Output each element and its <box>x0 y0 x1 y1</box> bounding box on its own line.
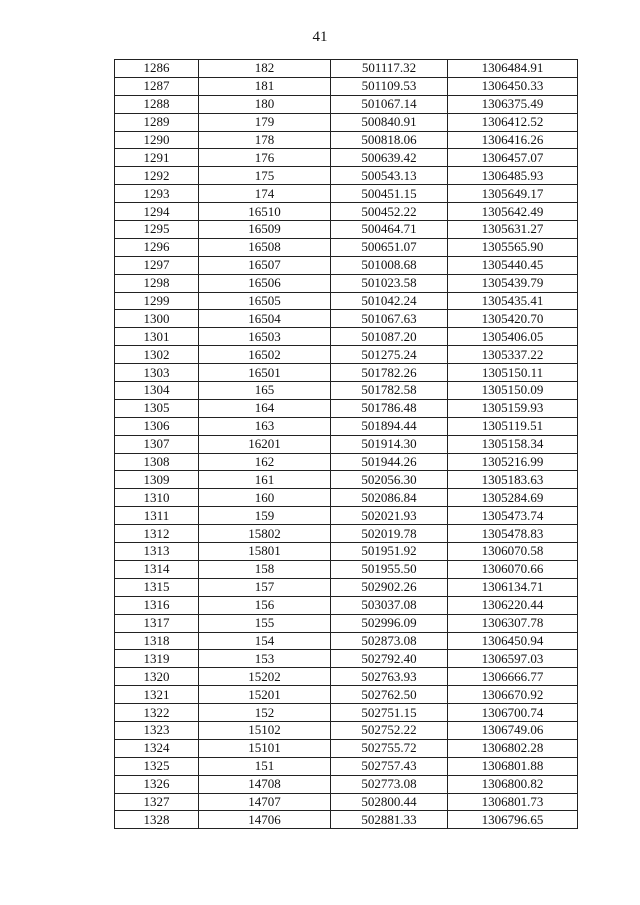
row-index-cell: 1321 <box>115 686 199 704</box>
row-index-cell: 1308 <box>115 453 199 471</box>
y-coordinate-cell: 1306670.92 <box>448 686 578 704</box>
point-id-cell: 16504 <box>199 310 331 328</box>
row-index-cell: 1299 <box>115 292 199 310</box>
y-coordinate-cell: 1306457.07 <box>448 149 578 167</box>
point-id-cell: 15201 <box>199 686 331 704</box>
row-index-cell: 1298 <box>115 274 199 292</box>
x-coordinate-cell: 503037.08 <box>331 596 448 614</box>
point-id-cell: 15102 <box>199 721 331 739</box>
row-index-cell: 1295 <box>115 221 199 239</box>
x-coordinate-cell: 501087.20 <box>331 328 448 346</box>
x-coordinate-cell: 501067.14 <box>331 95 448 113</box>
y-coordinate-cell: 1306450.33 <box>448 77 578 95</box>
x-coordinate-cell: 502800.44 <box>331 793 448 811</box>
table-row <box>115 507 578 525</box>
table-row <box>115 704 578 722</box>
x-coordinate-cell: 502019.78 <box>331 525 448 543</box>
table-row <box>115 739 578 757</box>
point-id-cell: 16507 <box>199 256 331 274</box>
point-id-cell: 161 <box>199 471 331 489</box>
table-row <box>115 149 578 167</box>
row-index-cell: 1315 <box>115 578 199 596</box>
x-coordinate-cell: 502755.72 <box>331 739 448 757</box>
x-coordinate-cell: 502881.33 <box>331 811 448 829</box>
row-index-cell: 1325 <box>115 757 199 775</box>
y-coordinate-cell: 1306801.73 <box>448 793 578 811</box>
table-row <box>115 668 578 686</box>
x-coordinate-cell: 502763.93 <box>331 668 448 686</box>
y-coordinate-cell: 1306307.78 <box>448 614 578 632</box>
x-coordinate-cell: 500639.42 <box>331 149 448 167</box>
point-id-cell: 155 <box>199 614 331 632</box>
page-number: 41 <box>312 29 328 45</box>
x-coordinate-cell: 500464.71 <box>331 221 448 239</box>
row-index-cell: 1307 <box>115 435 199 453</box>
row-index-cell: 1328 <box>115 811 199 829</box>
x-coordinate-cell: 501023.58 <box>331 274 448 292</box>
x-coordinate-cell: 501914.30 <box>331 435 448 453</box>
table-row <box>115 632 578 650</box>
y-coordinate-cell: 1305440.45 <box>448 256 578 274</box>
x-coordinate-cell: 501109.53 <box>331 77 448 95</box>
row-index-cell: 1300 <box>115 310 199 328</box>
table-row <box>115 417 578 435</box>
x-coordinate-cell: 500840.91 <box>331 113 448 131</box>
y-coordinate-cell: 1305478.83 <box>448 525 578 543</box>
coordinates-table-body <box>115 60 578 829</box>
point-id-cell: 15202 <box>199 668 331 686</box>
row-index-cell: 1324 <box>115 739 199 757</box>
y-coordinate-cell: 1305439.79 <box>448 274 578 292</box>
row-index-cell: 1320 <box>115 668 199 686</box>
row-index-cell: 1287 <box>115 77 199 95</box>
row-index-cell: 1306 <box>115 417 199 435</box>
y-coordinate-cell: 1306802.28 <box>448 739 578 757</box>
row-index-cell: 1303 <box>115 364 199 382</box>
point-id-cell: 15802 <box>199 525 331 543</box>
row-index-cell: 1294 <box>115 203 199 221</box>
row-index-cell: 1327 <box>115 793 199 811</box>
table-row <box>115 95 578 113</box>
y-coordinate-cell: 1306796.65 <box>448 811 578 829</box>
row-index-cell: 1291 <box>115 149 199 167</box>
y-coordinate-cell: 1306134.71 <box>448 578 578 596</box>
x-coordinate-cell: 501786.48 <box>331 399 448 417</box>
row-index-cell: 1317 <box>115 614 199 632</box>
point-id-cell: 152 <box>199 704 331 722</box>
y-coordinate-cell: 1305473.74 <box>448 507 578 525</box>
row-index-cell: 1289 <box>115 113 199 131</box>
table-row <box>115 256 578 274</box>
x-coordinate-cell: 501955.50 <box>331 560 448 578</box>
table-row <box>115 775 578 793</box>
table-row <box>115 399 578 417</box>
y-coordinate-cell: 1306375.49 <box>448 95 578 113</box>
y-coordinate-cell: 1305631.27 <box>448 221 578 239</box>
x-coordinate-cell: 502873.08 <box>331 632 448 650</box>
table-row <box>115 560 578 578</box>
y-coordinate-cell: 1306801.88 <box>448 757 578 775</box>
x-coordinate-cell: 500543.13 <box>331 167 448 185</box>
y-coordinate-cell: 1306220.44 <box>448 596 578 614</box>
x-coordinate-cell: 501944.26 <box>331 453 448 471</box>
table-row <box>115 650 578 668</box>
x-coordinate-cell: 502996.09 <box>331 614 448 632</box>
y-coordinate-cell: 1306070.58 <box>448 543 578 561</box>
x-coordinate-cell: 501782.26 <box>331 364 448 382</box>
row-index-cell: 1319 <box>115 650 199 668</box>
x-coordinate-cell: 502762.50 <box>331 686 448 704</box>
y-coordinate-cell: 1305159.93 <box>448 399 578 417</box>
x-coordinate-cell: 501008.68 <box>331 256 448 274</box>
y-coordinate-cell: 1306070.66 <box>448 560 578 578</box>
point-id-cell: 16508 <box>199 238 331 256</box>
x-coordinate-cell: 500651.07 <box>331 238 448 256</box>
row-index-cell: 1297 <box>115 256 199 274</box>
table-row <box>115 221 578 239</box>
point-id-cell: 16201 <box>199 435 331 453</box>
point-id-cell: 178 <box>199 131 331 149</box>
point-id-cell: 14708 <box>199 775 331 793</box>
row-index-cell: 1293 <box>115 185 199 203</box>
point-id-cell: 182 <box>199 60 331 78</box>
row-index-cell: 1304 <box>115 382 199 400</box>
point-id-cell: 16503 <box>199 328 331 346</box>
row-index-cell: 1309 <box>115 471 199 489</box>
row-index-cell: 1292 <box>115 167 199 185</box>
y-coordinate-cell: 1305565.90 <box>448 238 578 256</box>
table-row <box>115 614 578 632</box>
row-index-cell: 1311 <box>115 507 199 525</box>
point-id-cell: 14706 <box>199 811 331 829</box>
table-row <box>115 721 578 739</box>
point-id-cell: 163 <box>199 417 331 435</box>
x-coordinate-cell: 501782.58 <box>331 382 448 400</box>
x-coordinate-cell: 500451.15 <box>331 185 448 203</box>
point-id-cell: 14707 <box>199 793 331 811</box>
table-row <box>115 185 578 203</box>
table-row <box>115 274 578 292</box>
x-coordinate-cell: 501894.44 <box>331 417 448 435</box>
point-id-cell: 157 <box>199 578 331 596</box>
table-row <box>115 328 578 346</box>
y-coordinate-cell: 1305420.70 <box>448 310 578 328</box>
y-coordinate-cell: 1305183.63 <box>448 471 578 489</box>
table-row <box>115 686 578 704</box>
row-index-cell: 1323 <box>115 721 199 739</box>
y-coordinate-cell: 1305158.34 <box>448 435 578 453</box>
y-coordinate-cell: 1305216.99 <box>448 453 578 471</box>
table-row <box>115 310 578 328</box>
x-coordinate-cell: 502752.22 <box>331 721 448 739</box>
y-coordinate-cell: 1305119.51 <box>448 417 578 435</box>
point-id-cell: 16506 <box>199 274 331 292</box>
row-index-cell: 1326 <box>115 775 199 793</box>
y-coordinate-cell: 1306749.06 <box>448 721 578 739</box>
table-row <box>115 131 578 149</box>
row-index-cell: 1296 <box>115 238 199 256</box>
table-row <box>115 203 578 221</box>
table-row <box>115 596 578 614</box>
x-coordinate-cell: 501117.32 <box>331 60 448 78</box>
x-coordinate-cell: 502792.40 <box>331 650 448 668</box>
point-id-cell: 15801 <box>199 543 331 561</box>
x-coordinate-cell: 501042.24 <box>331 292 448 310</box>
y-coordinate-cell: 1306700.74 <box>448 704 578 722</box>
table-row <box>115 346 578 364</box>
point-id-cell: 175 <box>199 167 331 185</box>
table-row <box>115 757 578 775</box>
y-coordinate-cell: 1306412.52 <box>448 113 578 131</box>
y-coordinate-cell: 1305337.22 <box>448 346 578 364</box>
row-index-cell: 1288 <box>115 95 199 113</box>
y-coordinate-cell: 1305649.17 <box>448 185 578 203</box>
point-id-cell: 151 <box>199 757 331 775</box>
point-id-cell: 16509 <box>199 221 331 239</box>
y-coordinate-cell: 1306800.82 <box>448 775 578 793</box>
y-coordinate-cell: 1305642.49 <box>448 203 578 221</box>
table-row <box>115 113 578 131</box>
row-index-cell: 1322 <box>115 704 199 722</box>
table-row <box>115 292 578 310</box>
table-row <box>115 60 578 78</box>
table-row <box>115 543 578 561</box>
x-coordinate-cell: 501951.92 <box>331 543 448 561</box>
x-coordinate-cell: 502773.08 <box>331 775 448 793</box>
row-index-cell: 1302 <box>115 346 199 364</box>
row-index-cell: 1316 <box>115 596 199 614</box>
y-coordinate-cell: 1305150.09 <box>448 382 578 400</box>
point-id-cell: 164 <box>199 399 331 417</box>
table-row <box>115 793 578 811</box>
coordinates-table <box>114 59 578 829</box>
table-row <box>115 77 578 95</box>
point-id-cell: 15101 <box>199 739 331 757</box>
table-row <box>115 453 578 471</box>
point-id-cell: 160 <box>199 489 331 507</box>
x-coordinate-cell: 500452.22 <box>331 203 448 221</box>
row-index-cell: 1314 <box>115 560 199 578</box>
x-coordinate-cell: 501067.63 <box>331 310 448 328</box>
point-id-cell: 162 <box>199 453 331 471</box>
row-index-cell: 1286 <box>115 60 199 78</box>
point-id-cell: 16501 <box>199 364 331 382</box>
point-id-cell: 181 <box>199 77 331 95</box>
y-coordinate-cell: 1306485.93 <box>448 167 578 185</box>
point-id-cell: 159 <box>199 507 331 525</box>
y-coordinate-cell: 1305406.05 <box>448 328 578 346</box>
x-coordinate-cell: 502902.26 <box>331 578 448 596</box>
y-coordinate-cell: 1306484.91 <box>448 60 578 78</box>
point-id-cell: 16510 <box>199 203 331 221</box>
y-coordinate-cell: 1306597.03 <box>448 650 578 668</box>
table-row <box>115 811 578 829</box>
table-row <box>115 578 578 596</box>
table-row <box>115 435 578 453</box>
point-id-cell: 165 <box>199 382 331 400</box>
point-id-cell: 156 <box>199 596 331 614</box>
y-coordinate-cell: 1305150.11 <box>448 364 578 382</box>
point-id-cell: 180 <box>199 95 331 113</box>
table-row <box>115 364 578 382</box>
x-coordinate-cell: 502056.30 <box>331 471 448 489</box>
row-index-cell: 1310 <box>115 489 199 507</box>
table-row <box>115 489 578 507</box>
point-id-cell: 176 <box>199 149 331 167</box>
row-index-cell: 1313 <box>115 543 199 561</box>
point-id-cell: 153 <box>199 650 331 668</box>
y-coordinate-cell: 1305435.41 <box>448 292 578 310</box>
table-row <box>115 471 578 489</box>
x-coordinate-cell: 502751.15 <box>331 704 448 722</box>
point-id-cell: 154 <box>199 632 331 650</box>
point-id-cell: 16502 <box>199 346 331 364</box>
table-row <box>115 238 578 256</box>
table-row <box>115 167 578 185</box>
x-coordinate-cell: 500818.06 <box>331 131 448 149</box>
table-row <box>115 525 578 543</box>
row-index-cell: 1312 <box>115 525 199 543</box>
point-id-cell: 179 <box>199 113 331 131</box>
table-row <box>115 382 578 400</box>
y-coordinate-cell: 1305284.69 <box>448 489 578 507</box>
x-coordinate-cell: 502086.84 <box>331 489 448 507</box>
row-index-cell: 1305 <box>115 399 199 417</box>
y-coordinate-cell: 1306666.77 <box>448 668 578 686</box>
row-index-cell: 1318 <box>115 632 199 650</box>
y-coordinate-cell: 1306450.94 <box>448 632 578 650</box>
row-index-cell: 1301 <box>115 328 199 346</box>
point-id-cell: 16505 <box>199 292 331 310</box>
row-index-cell: 1290 <box>115 131 199 149</box>
x-coordinate-cell: 502021.93 <box>331 507 448 525</box>
point-id-cell: 158 <box>199 560 331 578</box>
y-coordinate-cell: 1306416.26 <box>448 131 578 149</box>
x-coordinate-cell: 502757.43 <box>331 757 448 775</box>
point-id-cell: 174 <box>199 185 331 203</box>
x-coordinate-cell: 501275.24 <box>331 346 448 364</box>
